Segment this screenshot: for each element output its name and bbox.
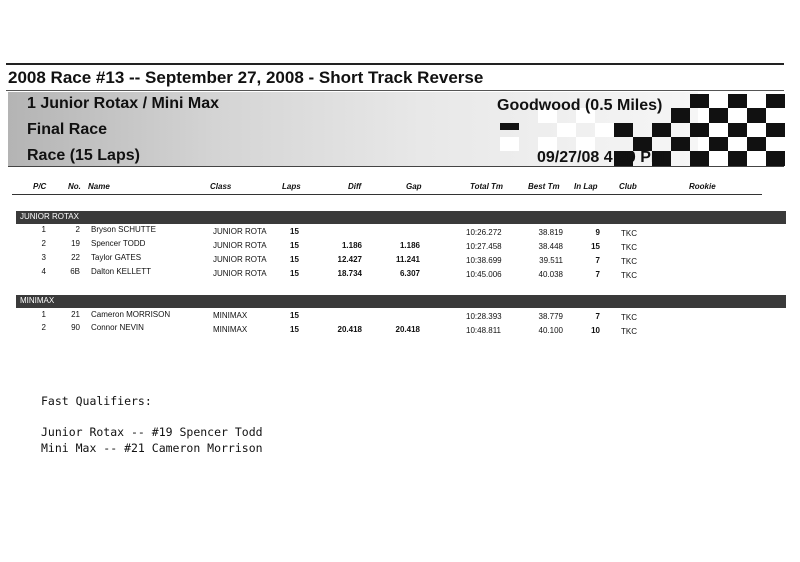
page-title: 2008 Race #13 -- September 27, 2008 - Short Track Reverse: [8, 68, 484, 87]
cell-club: TKC: [621, 313, 637, 322]
col-header-best: Best Tm: [528, 182, 560, 191]
cell-class: JUNIOR ROTA: [213, 255, 267, 264]
cell-laps: 15: [290, 325, 299, 334]
cell-best: 38.779: [538, 312, 563, 321]
cell-no: 19: [71, 239, 80, 248]
cell-total: 10:27.458: [466, 242, 502, 251]
cell-total: 10:48.811: [466, 326, 501, 335]
cell-name: Dalton KELLETT: [91, 267, 152, 276]
cell-club: TKC: [621, 327, 637, 336]
cell-inlap: 9: [595, 228, 600, 237]
cell-gap: 11.241: [395, 255, 420, 264]
race-info: Race (15 Laps): [27, 147, 140, 164]
cell-best: 38.448: [538, 242, 563, 251]
col-header-total: Total Tm: [470, 182, 504, 191]
cell-inlap: 7: [595, 256, 600, 265]
col-header-inlap: In Lap: [574, 182, 598, 191]
class-label: MINIMAX: [20, 296, 55, 305]
cell-inlap: 15: [591, 242, 600, 251]
cell-total: 10:38.699: [466, 256, 502, 265]
cell-best: 40.038: [538, 270, 563, 279]
cell-club: TKC: [621, 229, 637, 238]
cell-gap: 1.186: [399, 241, 420, 250]
class-bar-minimax: [16, 295, 786, 308]
event-line: 1 Junior Rotax / Mini Max: [27, 95, 220, 112]
cell-class: JUNIOR ROTA: [213, 227, 267, 236]
top-rule: [6, 63, 784, 65]
session-name: Final Race: [27, 121, 108, 138]
cell-name: Cameron MORRISON: [91, 310, 171, 319]
cell-diff: 18.734: [337, 269, 362, 278]
cell-best: 38.819: [538, 228, 563, 237]
cell-pos: 1: [41, 310, 46, 319]
cell-no: 22: [71, 253, 80, 262]
cell-laps: 15: [290, 311, 299, 320]
cell-total: 10:28.393: [466, 312, 502, 321]
cell-name: Spencer TODD: [91, 239, 146, 248]
col-header-class: Class: [210, 182, 232, 191]
cell-best: 40.100: [538, 326, 563, 335]
col-header-no: No.: [68, 182, 81, 191]
cell-pos: 1: [41, 225, 46, 234]
cell-class: MINIMAX: [213, 325, 248, 334]
cell-laps: 15: [290, 241, 299, 250]
cell-diff: 20.418: [337, 325, 362, 334]
cell-no: 2: [75, 225, 80, 234]
cell-pos: 3: [41, 253, 46, 262]
cell-name: Bryson SCHUTTE: [91, 225, 156, 234]
track-name: Goodwood (0.5 Miles): [497, 97, 663, 114]
cell-inlap: 7: [595, 270, 600, 279]
cell-total: 10:45.006: [466, 270, 502, 279]
col-header-rookie: Rookie: [689, 182, 716, 191]
cell-pos: 2: [41, 239, 46, 248]
cell-pos: 2: [41, 323, 46, 332]
class-label: JUNIOR ROTAX: [20, 212, 79, 221]
cell-gap: 6.307: [399, 269, 420, 278]
notes-heading: Fast Qualifiers:: [41, 394, 152, 408]
col-header-name: Name: [88, 182, 110, 191]
col-header-club: Club: [619, 182, 637, 191]
cell-class: JUNIOR ROTA: [213, 241, 267, 250]
notes-line: Junior Rotax -- #19 Spencer Todd: [41, 425, 263, 439]
col-header-diff: Diff: [348, 182, 362, 191]
cell-name: Taylor GATES: [91, 253, 142, 262]
race-datetime: 09/27/08 4:30 PM: [537, 149, 665, 166]
cell-club: TKC: [621, 257, 637, 266]
cell-best: 39.511: [539, 256, 563, 265]
col-header-pc: P/C: [33, 182, 47, 191]
title-rule: [6, 90, 784, 91]
cell-no: 6B: [70, 267, 80, 276]
cell-inlap: 10: [591, 326, 600, 335]
cell-club: TKC: [621, 271, 637, 280]
cell-total: 10:26.272: [466, 228, 502, 237]
cell-no: 21: [71, 310, 80, 319]
class-bar-junior-rotax: [16, 211, 786, 224]
notes-line: Mini Max -- #21 Cameron Morrison: [41, 441, 263, 455]
column-header-rule: [12, 194, 762, 195]
cell-laps: 15: [290, 269, 299, 278]
cell-club: TKC: [621, 243, 637, 252]
cell-name: Connor NEVIN: [91, 323, 144, 332]
col-header-gap: Gap: [406, 182, 422, 191]
cell-laps: 15: [290, 255, 299, 264]
cell-class: MINIMAX: [213, 311, 248, 320]
cell-laps: 15: [290, 227, 299, 236]
band-bottom-rule: [8, 166, 784, 167]
cell-pos: 4: [41, 267, 46, 276]
cell-class: JUNIOR ROTA: [213, 269, 267, 278]
col-header-laps: Laps: [282, 182, 301, 191]
cell-diff: 1.186: [341, 241, 362, 250]
cell-inlap: 7: [595, 312, 600, 321]
cell-diff: 12.427: [337, 255, 362, 264]
cell-no: 90: [71, 323, 80, 332]
cell-gap: 20.418: [395, 325, 420, 334]
